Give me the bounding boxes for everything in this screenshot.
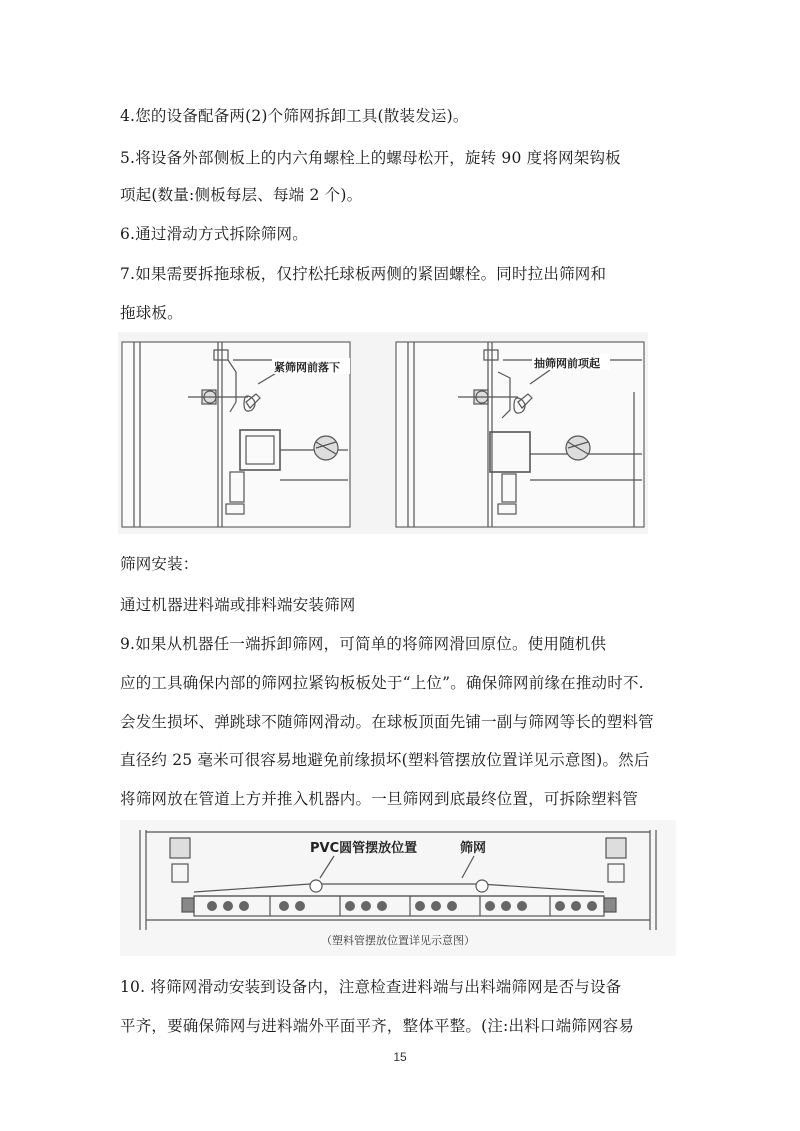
- left-detail-label: 紧筛网前落下: [274, 361, 340, 374]
- screen-label: 筛网: [460, 841, 487, 856]
- text-line: 5.将设备外部侧板上的内六角螺栓上的螺母松开，旋转 90 度将网架钩板: [120, 149, 621, 167]
- screen-hook-detail-figure: [118, 332, 648, 534]
- text-line: 应的工具确保内部的筛网拉紧钩板板处于“上位”。确保筛网前缘在推动时不.: [120, 674, 644, 692]
- text-line: 筛网安装：: [120, 555, 199, 573]
- pvc-pipe-label: PVC圆管摆放位置: [310, 841, 418, 856]
- text-line: 直径约 25 毫米可很容易地避免前缘损坏(塑料管摆放位置详见示意图)。然后: [120, 751, 650, 769]
- text-line: 会发生损坏、弹跳球不随筛网滑动。在球板顶面先铺一副与筛网等长的塑料管: [120, 713, 654, 731]
- text-line: 将筛网放在管道上方并推入机器内。一旦筛网到底最终位置，可拆除塑料管: [120, 790, 639, 808]
- text-line: 10. 将筛网滑动安装到设备内，注意检查进料端与出料端筛网是否与设备: [120, 978, 622, 996]
- text-line: 项起(数量:侧板每层、每端 2 个)。: [120, 186, 363, 204]
- figure-caption: （塑料管摆放位置详见示意图）: [321, 934, 475, 947]
- right-detail-label: 抽筛网前项起: [534, 357, 600, 370]
- text-line: 6.通过滑动方式拆除筛网。: [120, 225, 308, 243]
- text-line: 拖球板。: [120, 304, 183, 322]
- pvc-pipe-placement-figure: [120, 820, 676, 956]
- page-number: 15: [393, 1050, 407, 1064]
- text-line: 9.如果从机器任一端拆卸筛网，可简单的将筛网滑回原位。使用随机供: [120, 635, 607, 653]
- text-line: 通过机器进料端或排料端安装筛网: [120, 596, 356, 614]
- text-line: 平齐，要确保筛网与进料端外平面平齐，整体平整。(注:出料口端筛网容易: [120, 1017, 635, 1035]
- text-line: 4.您的设备配备两(2)个筛网拆卸工具(散装发运)。: [120, 107, 469, 125]
- text-line: 7.如果需要拆拖球板，仅拧松托球板两侧的紧固螺栓。同时拉出筛网和: [120, 265, 607, 283]
